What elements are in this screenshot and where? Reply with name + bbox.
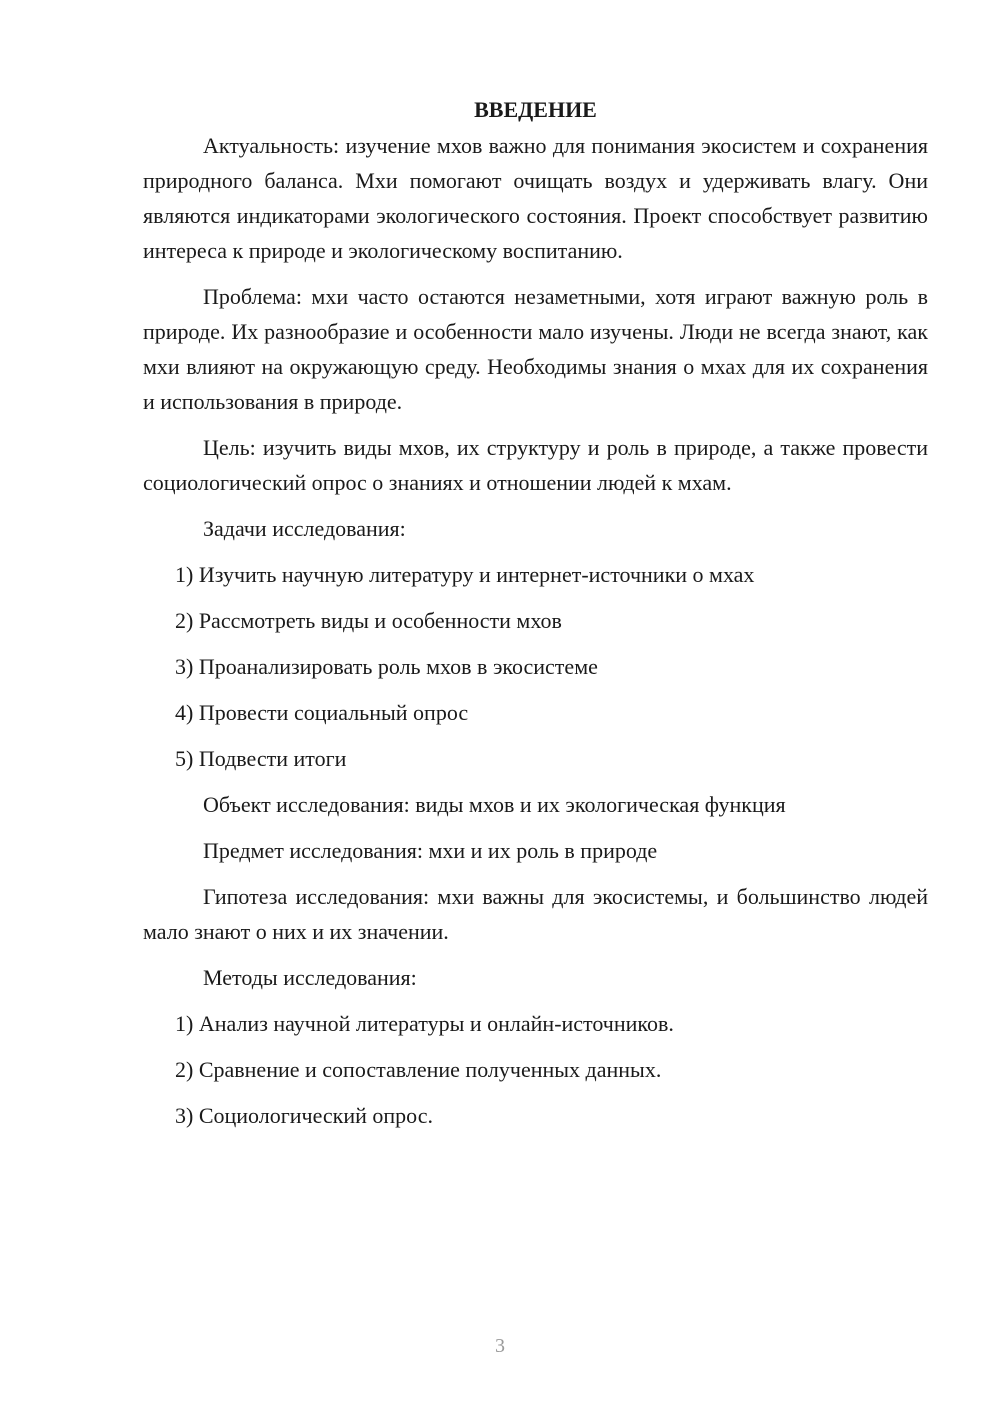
task-item: 2) Рассмотреть виды и особенности мхов xyxy=(175,608,562,633)
tasks-title: Задачи исследования: xyxy=(203,516,406,541)
research-object: Объект исследования: виды мхов и их экологическая функция xyxy=(203,792,786,817)
method-item: 1) Анализ научной литературы и онлайн-источников. xyxy=(175,1011,674,1036)
task-item: 3) Проанализировать роль мхов в экосистеме xyxy=(175,654,598,679)
research-subject: Предмет исследования: мхи и их роль в природе xyxy=(203,838,658,863)
hypothesis-paragraph: Гипотеза исследования: мхи важны для экосистемы, и большинство людей мало знают о них и их значении. xyxy=(143,884,928,944)
method-item: 2) Сравнение и сопоставление полученных данных. xyxy=(175,1057,662,1082)
page-content xyxy=(143,92,928,1144)
relevance-paragraph: Актуальность: изучение мхов важно для понимания экосистем и сохранения природного баланса. Мхи помогают очищать воздух и удерживать влагу. Они являются индикаторами экологического состояния. Проект способствует развитию интереса к природе и экологическому воспитанию. xyxy=(143,133,928,263)
page-number: 3 xyxy=(495,1335,505,1357)
methods-title: Методы исследования: xyxy=(203,965,417,990)
method-item: 3) Социологический опрос. xyxy=(175,1103,433,1128)
problem-paragraph: Проблема: мхи часто остаются незаметными, хотя играют важную роль в природе. Их разнообразие и особенности мало изучены. Люди не всегда знают, как мхи влияют на окружающую среду. Необходимы знания о мхах для их сохранения и использования в природе. xyxy=(143,284,928,414)
task-item: 5) Подвести итоги xyxy=(175,746,347,771)
task-item: 4) Провести социальный опрос xyxy=(175,700,469,725)
goal-paragraph: Цель: изучить виды мхов, их структуру и роль в природе, а также провести социологический опрос о знаниях и отношении людей к мхам. xyxy=(143,435,928,495)
section-heading: ВВЕДЕНИЕ xyxy=(474,97,597,122)
task-item: 1) Изучить научную литературу и интернет-источники о мхах xyxy=(175,562,755,587)
